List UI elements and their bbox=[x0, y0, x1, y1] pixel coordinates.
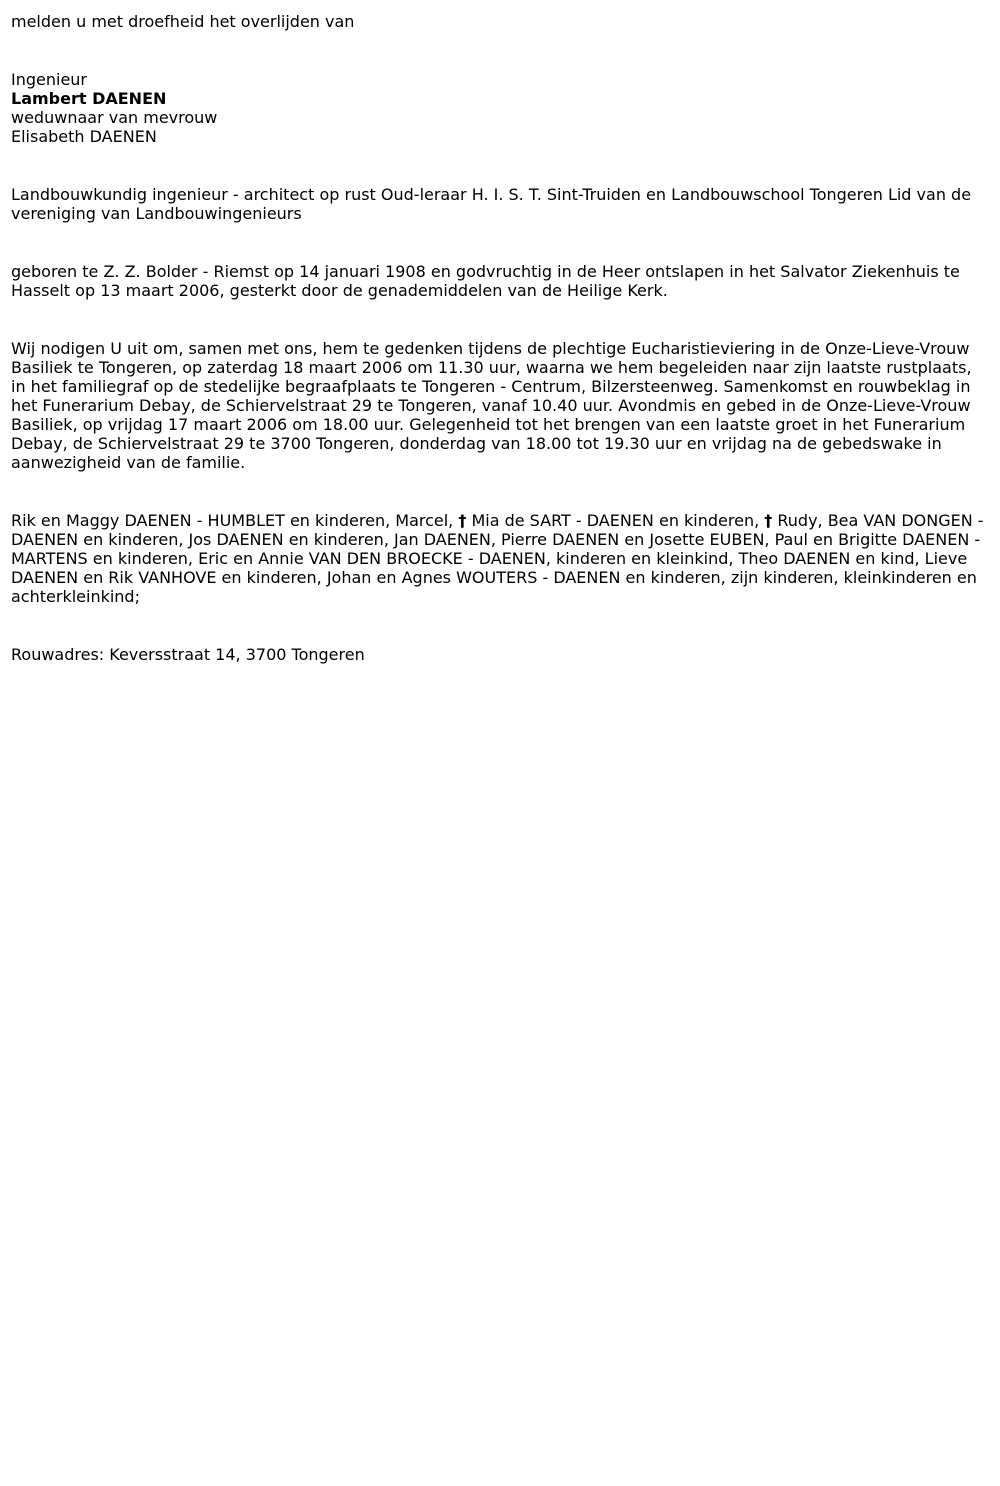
spouse-name: Elisabeth DAENEN bbox=[11, 127, 157, 146]
family-segment-1: Rik en Maggy DAENEN - HUMBLET en kinderen, Marcel, bbox=[11, 511, 459, 530]
dagger-icon-1: † bbox=[458, 511, 467, 530]
family-list bbox=[11, 511, 986, 606]
family-segment-3: Rudy, Bea VAN DONGEN - DAENEN en kinderen, Jos DAENEN en kinderen, Jan DAENEN, Pierre DAENEN en Josette EUBEN, Paul en Brigitte DAENEN - MARTENS en kinderen, Eric en Annie VAN DEN BROECKE - DAENEN, kinderen en kleinkind, Theo DAENEN en kind, Lieve DAENEN en Rik VANHOVE en kinderen, Johan en Agnes WOUTERS - DAENEN en kinderen, zijn kinderen, kleinkinderen en achterkleinkind; bbox=[11, 511, 984, 606]
profession-text: Landbouwkundig ingenieur - architect op rust Oud-leraar H. I. S. T. Sint-Truiden en Landbouwschool Tongeren Lid van de vereniging van Landbouwingenieurs bbox=[11, 185, 972, 223]
service-details-text: Wij nodigen U uit om, samen met ons, hem te gedenken tijdens de plechtige Eucharistieviering in de Onze-Lieve-Vrouw Basiliek te Tongeren, op zaterdag 18 maart 2006 om 11.30 uur, waarna we hem begeleiden naar zijn laatste rustplaats, in het familiegraf op de stedelijke begraafplaats te Tongeren - Centrum, Bilzersteenweg. Samenkomst en rouwbeklag in het Funerarium Debay, de Schiervelstraat 29 te Tongeren, vanaf 10.40 uur. Avondmis en gebed in de Onze-Lieve-Vrouw Basiliek, op vrijdag 17 maart 2006 om 18.00 uur. Gelegenheid tot het brengen van een laatste groet in het Funerarium Debay, de Schiervelstraat 29 te 3700 Tongeren, donderdag van 18.00 tot 19.30 uur en vrijdag na de gebedswake in aanwezigheid van de familie. bbox=[11, 339, 972, 472]
mourning-address: Rouwadres: Keversstraat 14, 3700 Tongeren bbox=[11, 645, 365, 664]
birth-death-text: geboren te Z. Z. Bolder - Riemst op 14 januari 1908 en godvruchtig in de Heer ontslapen in het Salvator Ziekenhuis te Hasselt op 13 maart 2006, gesterkt door de genademiddelen van de Heilige Kerk. bbox=[11, 262, 960, 300]
intro-line: melden u met droefheid het overlijden van bbox=[11, 12, 355, 31]
spouse-relation-label: weduwnaar van mevrouw bbox=[11, 108, 218, 127]
deceased-name: Lambert DAENEN bbox=[11, 89, 167, 108]
deceased-title: Ingenieur bbox=[11, 70, 88, 89]
dagger-icon-2: † bbox=[764, 511, 773, 530]
family-segment-2: Mia de SART - DAENEN en kinderen, bbox=[466, 511, 765, 530]
